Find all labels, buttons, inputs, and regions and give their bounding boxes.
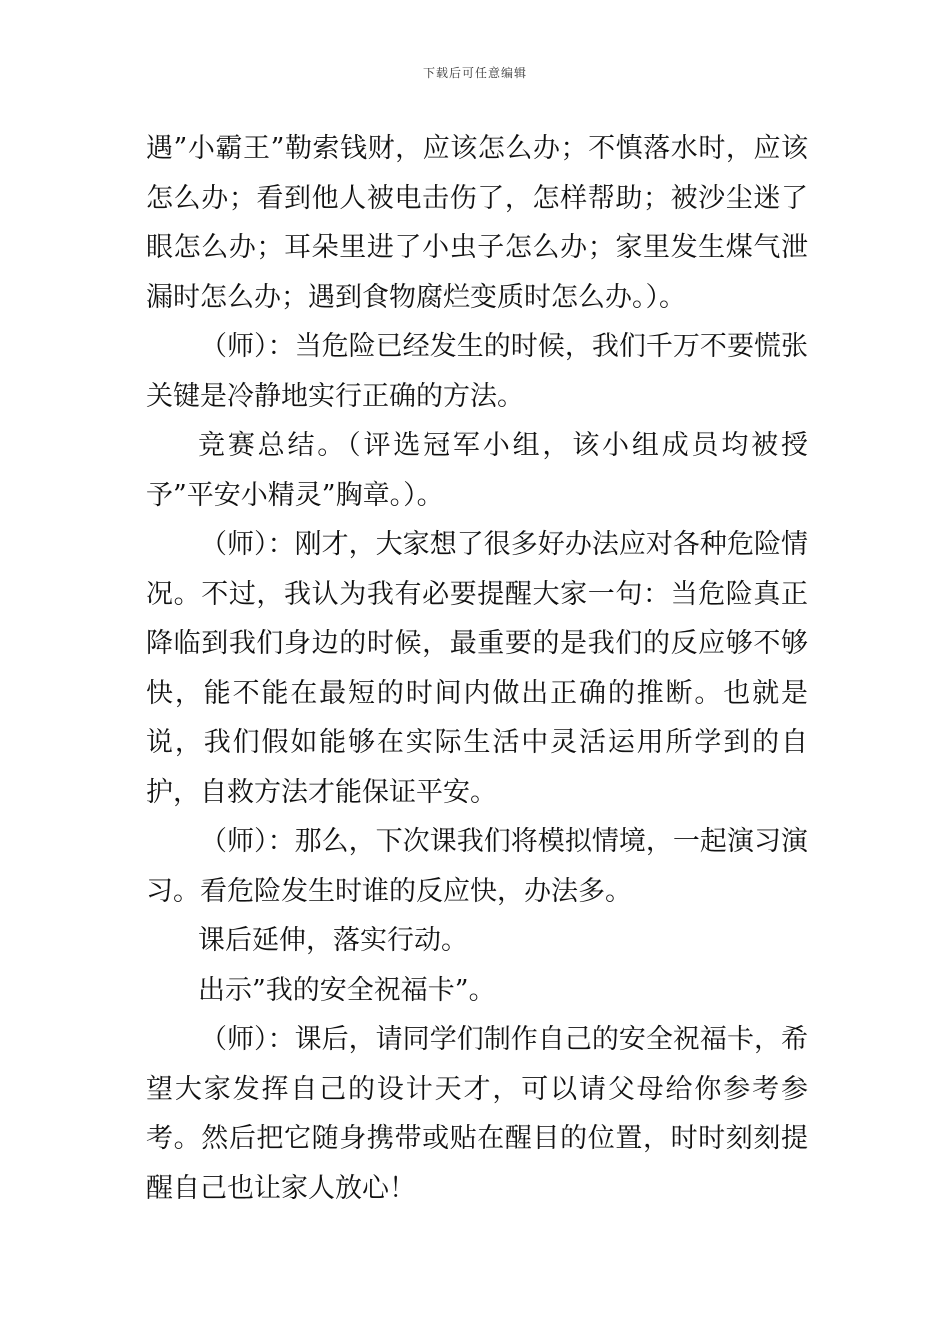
document-body [146, 124, 808, 1213]
paragraph-teacher-homework: （师）：课后，请同学们制作自己的安全祝福卡，希望大家发挥自己的设计天才，可以请父母给你参考参考。然后把它随身携带或贴在醒目的位置，时时刻刻提醒自己也让家人放心！ [146, 1024, 808, 1204]
paragraph-after-class: 课后延伸，落实行动。 [198, 925, 468, 956]
paragraph-teacher-stay-calm: （师）：当危险已经发生的时候，我们千万不要慌张关键是冷静地实行正确的方法。 [146, 331, 808, 412]
paragraph-teacher-reminder: （师）：刚才，大家想了很多好办法应对各种危险情况。不过，我认为我有必要提醒大家一句：当危险真正降临到我们身边的时候，最重要的是我们的反应够不够快，能不能在最短的时间内做出正确的推断。也就是说，我们假如能够在实际生活中灵活运用所学到的自护，自救方法才能保证平安。 [146, 529, 808, 808]
paragraph-show-card: 出示”我的安全祝福卡”。 [198, 974, 496, 1006]
page-header: 下载后可任意编辑 [422, 66, 527, 80]
paragraph-competition-summary: 竞赛总结。（评选冠军小组，该小组成员均被授予”平安小精灵”胸章。）。 [146, 430, 808, 511]
paragraph-safety-scenarios: 遇”小霸王”勒索钱财，应该怎么办；不慎落水时，应该怎么办；看到他人被电击伤了，怎样帮助；被沙尘迷了眼怎么办；耳朵里进了小虫子怎么办；家里发生煤气泄漏时怎么办；遇到食物腐烂变质时怎么办。）。 [146, 133, 808, 313]
paragraph-teacher-next-class: （师）：那么，下次课我们将模拟情境，一起演习演习。看危险发生时谁的反应快，办法多。 [146, 826, 808, 907]
